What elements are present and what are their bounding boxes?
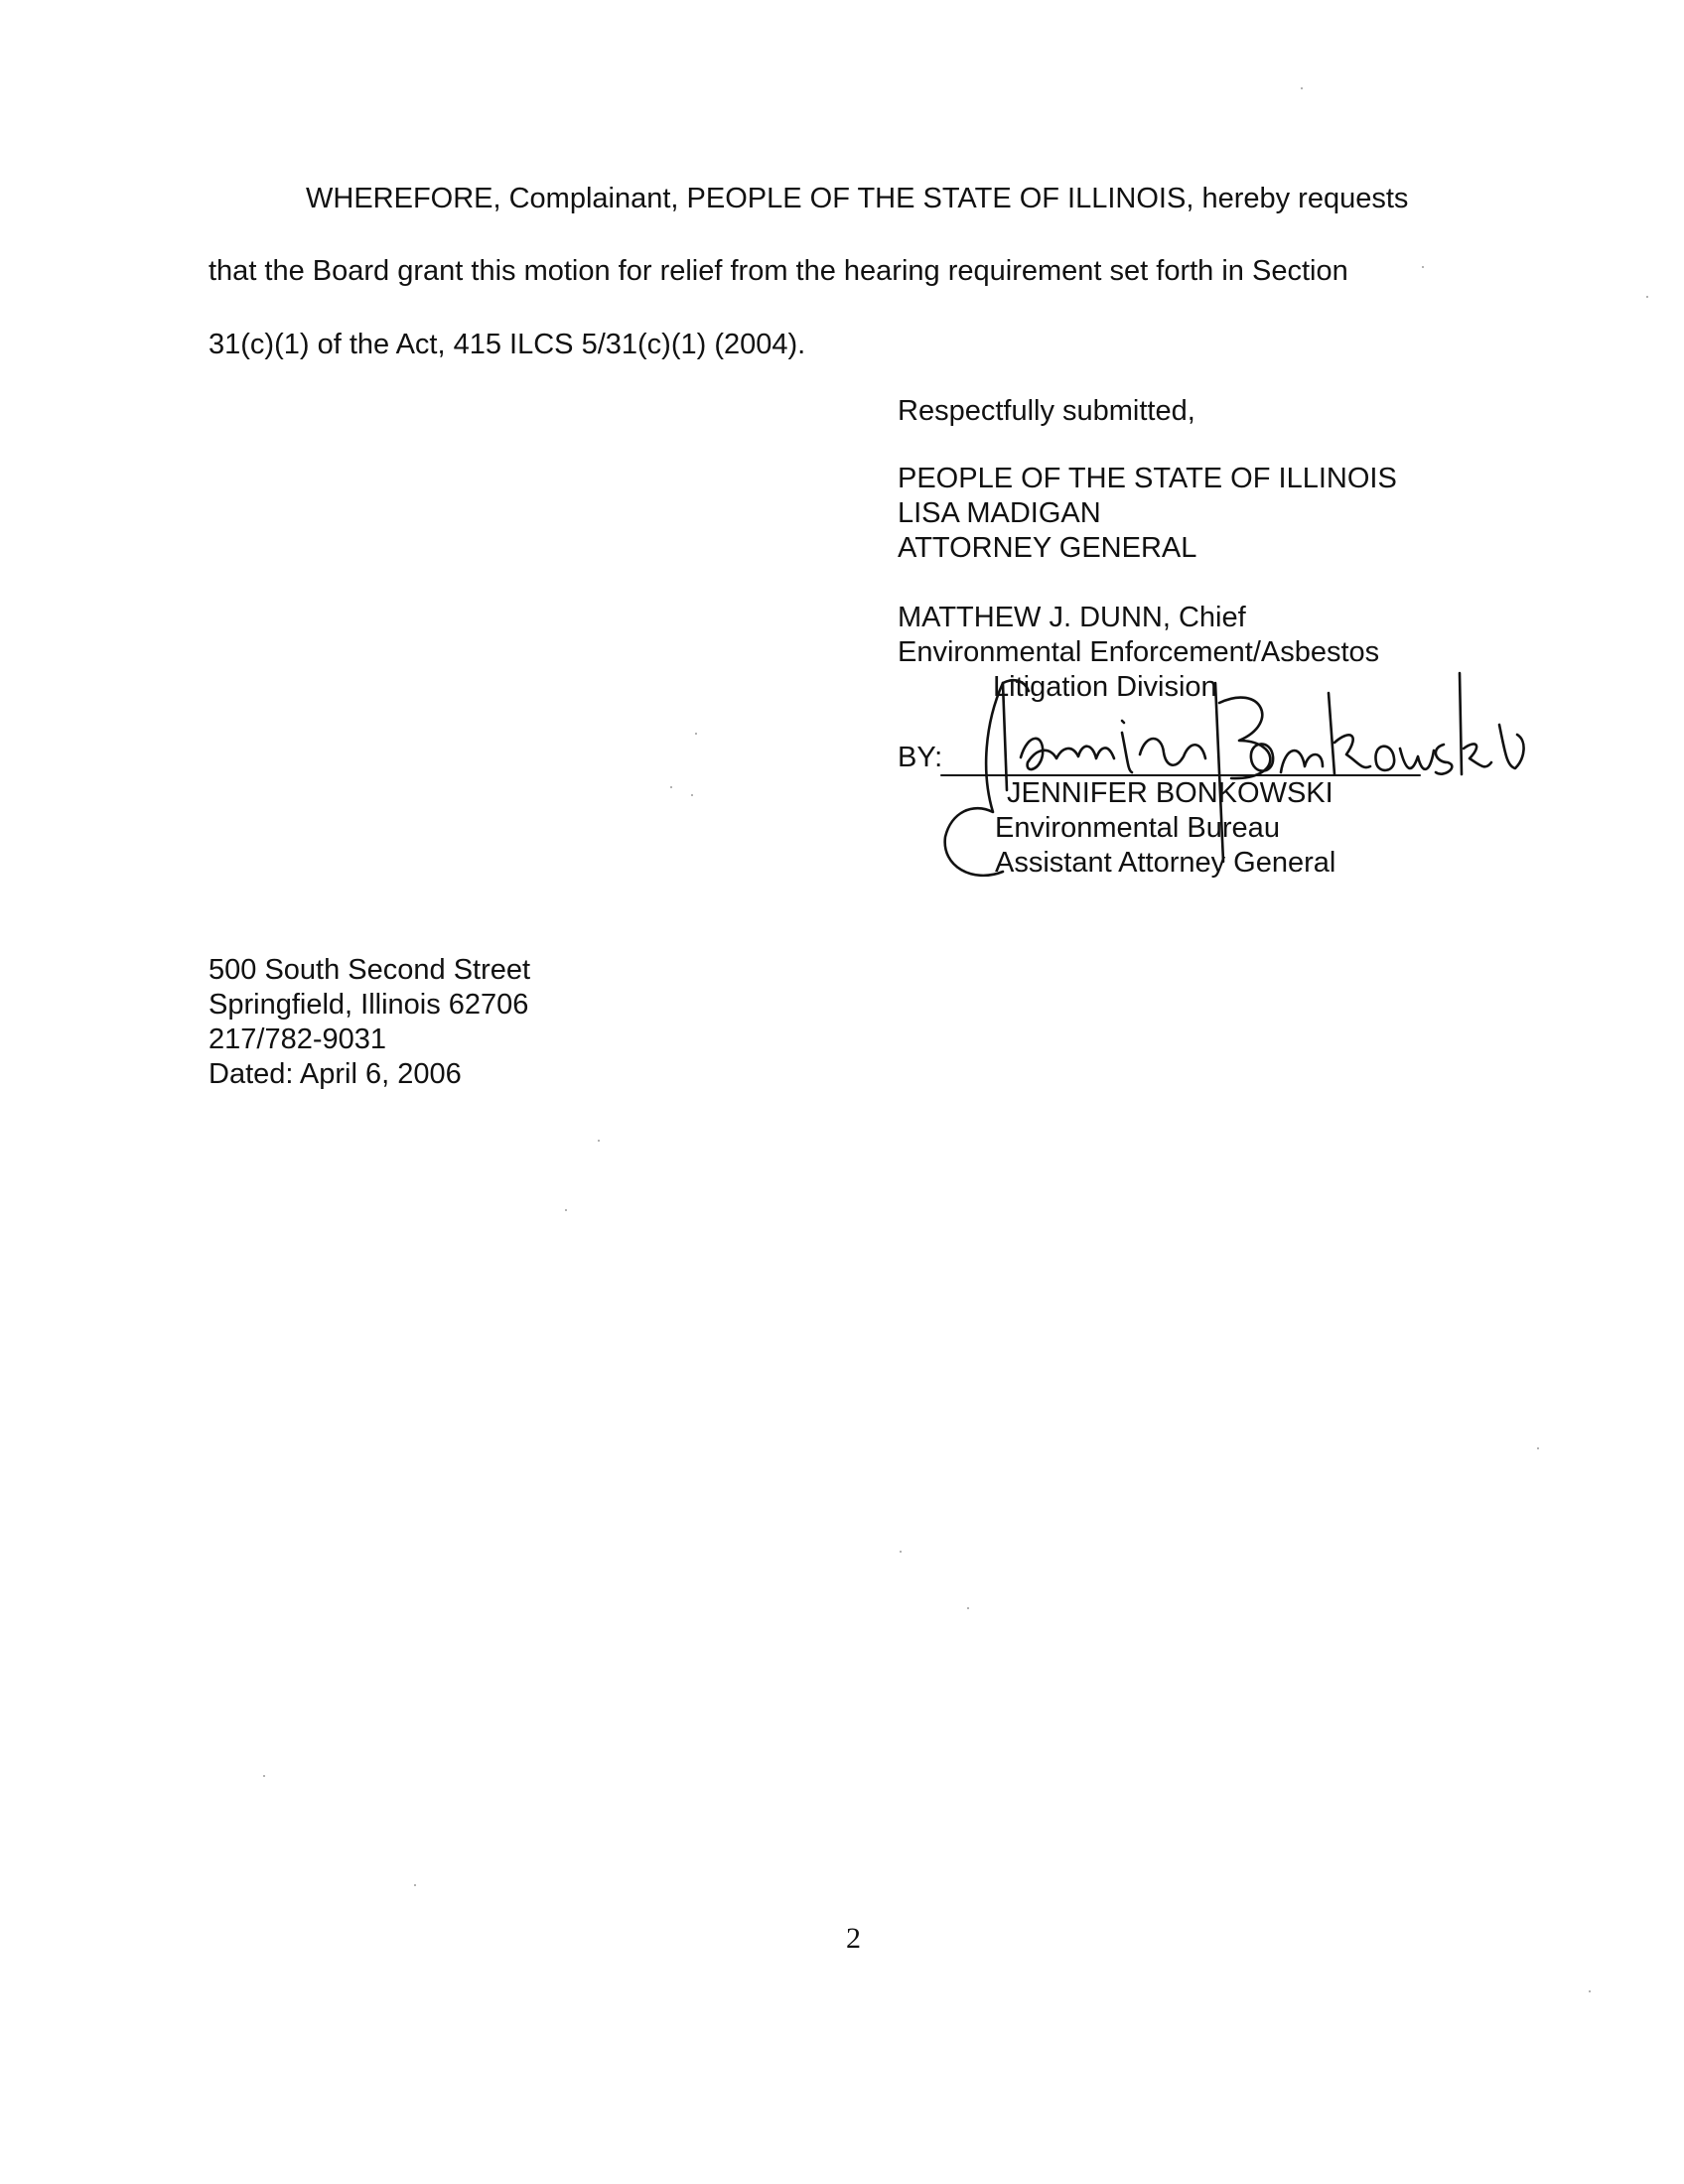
party-line-3: ATTORNEY GENERAL (898, 532, 1197, 564)
scan-speck (900, 1551, 902, 1553)
scan-speck (1537, 1447, 1539, 1449)
address-phone: 217/782-9031 (209, 1024, 386, 1055)
scan-speck (598, 1140, 600, 1142)
chief-line-1: MATTHEW J. DUNN, Chief (898, 602, 1246, 633)
respectfully-submitted: Respectfully submitted, (898, 395, 1195, 427)
scan-speck (670, 786, 672, 788)
address-street: 500 South Second Street (209, 954, 531, 986)
scan-speck (414, 1884, 416, 1886)
scan-speck (565, 1209, 567, 1211)
address-city: Springfield, Illinois 62706 (209, 989, 529, 1021)
scan-speck (1589, 1990, 1591, 1992)
scan-speck (695, 733, 697, 735)
paragraph-line-3: 31(c)(1) of the Act, 415 ILCS 5/31(c)(1) (2004). (209, 329, 806, 360)
by-label: BY: (898, 742, 943, 773)
scan-speck (263, 1775, 265, 1777)
scan-speck (1301, 87, 1303, 89)
party-line-1: PEOPLE OF THE STATE OF ILLINOIS (898, 463, 1397, 494)
scan-speck (1646, 296, 1648, 298)
signer-name: JENNIFER BONKOWSKI (1007, 777, 1333, 809)
page-number: 2 (846, 1922, 861, 1955)
signature (933, 663, 1529, 891)
scan-speck (691, 794, 693, 796)
signer-title: Assistant Attorney General (995, 847, 1336, 879)
paragraph-line-2: that the Board grant this motion for relief from the hearing requirement set forth in Section (209, 255, 1348, 287)
chief-line-3: Litigation Division (993, 671, 1217, 703)
party-line-2: LISA MADIGAN (898, 497, 1101, 529)
paragraph-line-1: WHEREFORE, Complainant, PEOPLE OF THE STATE OF ILLINOIS, hereby requests (306, 183, 1409, 214)
signer-bureau: Environmental Bureau (995, 812, 1280, 844)
chief-line-2: Environmental Enforcement/Asbestos (898, 636, 1380, 668)
scan-speck (967, 1607, 969, 1609)
scan-speck (1422, 266, 1424, 268)
dated-line: Dated: April 6, 2006 (209, 1058, 462, 1090)
